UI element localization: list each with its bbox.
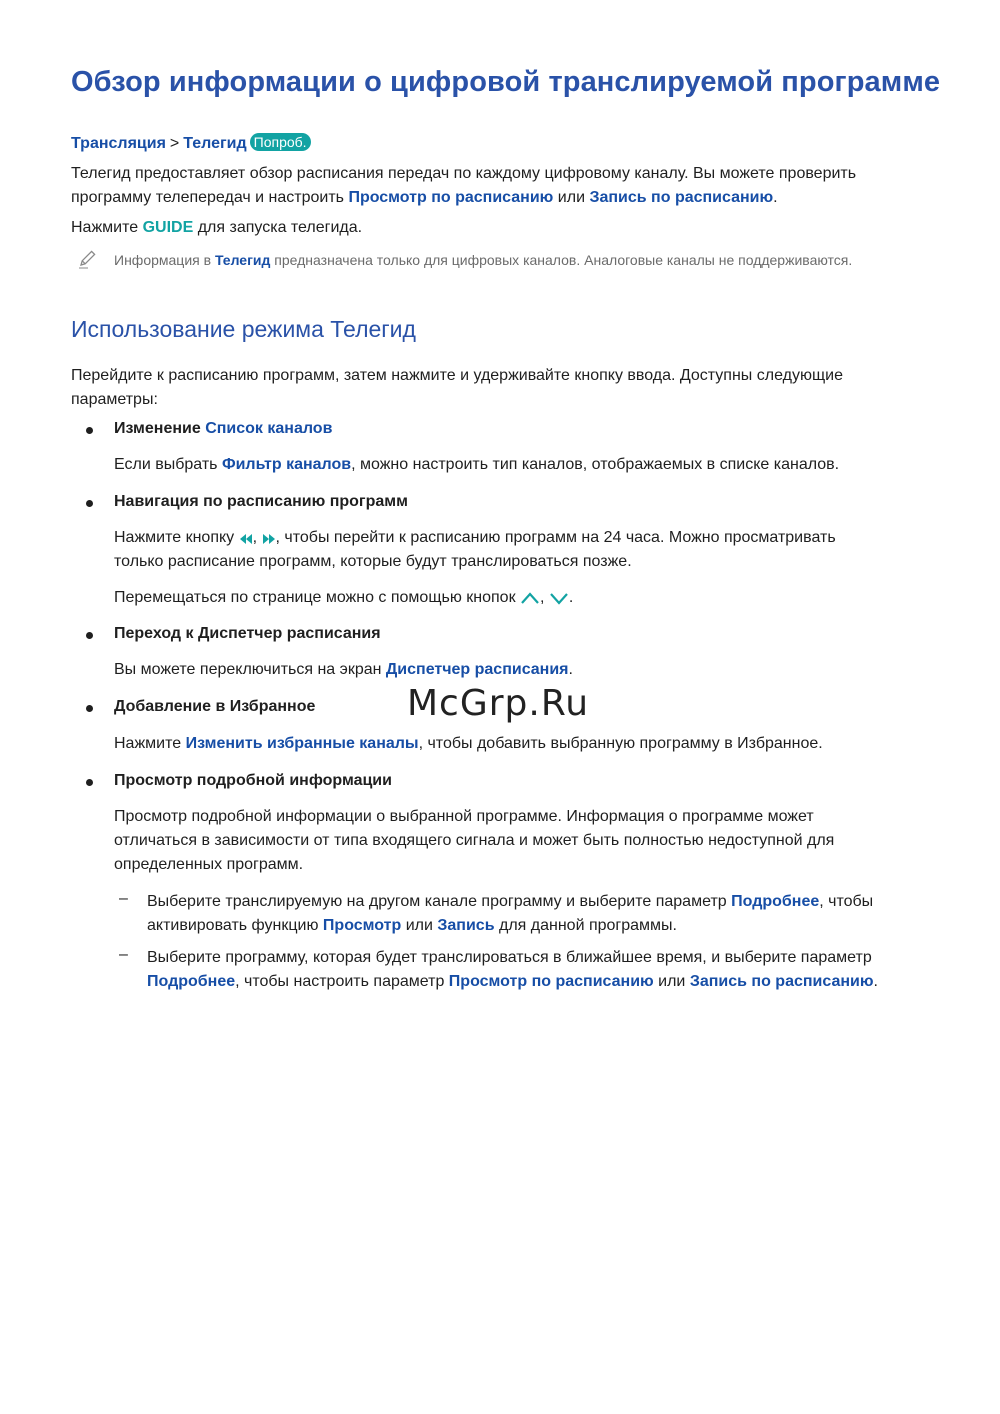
fast-forward-icon: [262, 533, 276, 545]
navigation-text-post: , чтобы перейти к расписанию программ на 24 часа. Можно просматривать: [275, 529, 836, 546]
bullet: [86, 632, 93, 639]
intro-line-2: [71, 186, 951, 210]
rewind-icon: [239, 533, 253, 545]
dash-marker: –: [119, 946, 128, 963]
breadcrumb-item-broadcast[interactable]: Трансляция: [71, 135, 166, 152]
view-link[interactable]: Просмотр: [322, 917, 402, 934]
breadcrumb-item-guide[interactable]: Телегид: [183, 135, 247, 152]
item-favorites-desc: [114, 732, 823, 756]
scheduled-record-link[interactable]: Запись по расписанию: [689, 973, 874, 990]
navigation-comma: ,: [252, 529, 262, 546]
detailed-line-1: Просмотр подробной информации о выбранной программе. Информация о программе может: [114, 808, 814, 825]
navigation-line-1: [114, 526, 954, 550]
scheduled-view-link[interactable]: Просмотр по расписанию: [348, 189, 554, 206]
note-text: [114, 249, 852, 271]
item-schedule-navigation: Навигация по расписанию программ: [114, 493, 408, 510]
subitem-2-line-2: [147, 970, 947, 994]
dash-marker: –: [119, 890, 128, 907]
subitem-1-line2-pre: активировать функцию: [147, 917, 323, 934]
details-link[interactable]: Подробнее: [731, 893, 820, 910]
item-edit-channel-list: [114, 420, 332, 438]
breadcrumb-separator: >: [169, 135, 180, 152]
favorites-text-post: , чтобы добавить выбранную программу в Избранное.: [418, 735, 823, 752]
item-navigation-paging: [114, 586, 573, 610]
pencil-icon: [78, 249, 98, 269]
item-head-text: Изменение: [114, 420, 206, 437]
bullet: [86, 427, 93, 434]
manager-text-end: .: [568, 661, 573, 678]
item-detailed-info: Просмотр подробной информации: [114, 772, 392, 789]
schedule-manager-link[interactable]: Диспетчер расписания: [385, 661, 569, 678]
intro-end: .: [773, 189, 778, 206]
record-link[interactable]: Запись: [437, 917, 495, 934]
page-title: Обзор информации о цифровой транслируемой программе: [71, 66, 941, 98]
guide-key: GUIDE: [142, 219, 194, 236]
details-link[interactable]: Подробнее: [147, 973, 236, 990]
note-post: предназначена только для цифровых каналов. Аналоговые каналы не поддерживаются.: [270, 252, 853, 268]
favorites-text-pre: Нажмите: [114, 735, 186, 752]
chevron-up-icon: [520, 591, 540, 605]
item-desc-pre: Если выбрать: [114, 456, 222, 473]
channel-filter-link[interactable]: Фильтр каналов: [221, 456, 352, 473]
navigation-text-pre: Нажмите кнопку: [114, 529, 239, 546]
bullet: [86, 705, 93, 712]
scheduled-view-link[interactable]: Просмотр по расписанию: [448, 973, 654, 990]
navigation-line-2: только расписание программ, которые будут транслироваться позже.: [114, 553, 632, 570]
manager-text-pre: Вы можете переключиться на экран: [114, 661, 386, 678]
item-edit-desc: [114, 453, 839, 477]
section-title: Использование режима Телегид: [71, 316, 416, 342]
breadcrumb: [71, 133, 311, 153]
subitem-1-pre: Выберите транслируемую на другом канале программу и выберите параметр: [147, 893, 732, 910]
paging-end: .: [568, 589, 574, 606]
guide-paragraph: [71, 216, 362, 240]
scheduled-record-link[interactable]: Запись по расписанию: [589, 189, 774, 206]
chevron-down-icon: [549, 591, 569, 605]
section-intro-line-2: параметры:: [71, 391, 158, 408]
intro-line-1: Телегид предоставляет обзор расписания передач по каждому цифровому каналу. Вы можете проверить: [71, 165, 857, 182]
subitem-upcoming-program: [147, 946, 947, 994]
subitem-2-or: или: [653, 973, 690, 990]
item-desc-post: , можно настроить тип каналов, отображаемых в списке каналов.: [351, 456, 840, 473]
subitem-2-end: .: [873, 973, 878, 990]
try-now-badge[interactable]: Попроб.: [250, 133, 311, 151]
item-schedule-manager: Переход к Диспетчер расписания: [114, 625, 381, 642]
note-pre: Информация в: [114, 252, 215, 268]
watermark: McGrp.Ru: [407, 683, 590, 724]
bullet: [86, 500, 93, 507]
detailed-line-2: отличаться в зависимости от типа входящего сигнала и может быть полностью недоступной для: [114, 832, 835, 849]
intro-text: программу телепередач и настроить: [71, 189, 349, 206]
edit-favorites-link[interactable]: Изменить избранные каналы: [185, 735, 419, 752]
bullet: [86, 779, 93, 786]
detailed-line-3: определенных программ.: [114, 856, 304, 873]
paging-text-pre: Перемещаться по странице можно с помощью кнопок: [114, 589, 521, 606]
channel-list-link[interactable]: Список каналов: [205, 420, 333, 437]
guide-text-pre: Нажмите: [71, 219, 143, 236]
subitem-1-or: или: [401, 917, 438, 934]
item-detailed-desc: [114, 805, 954, 877]
subitem-1-mid: , чтобы: [819, 893, 874, 910]
subitem-other-channel: [147, 890, 947, 938]
subitem-2-line-1: Выберите программу, которая будет транслироваться в ближайшее время, и выберите параметр: [147, 949, 872, 966]
item-navigation-desc: [114, 526, 954, 574]
section-intro: [71, 364, 951, 412]
item-manager-desc: [114, 658, 573, 682]
item-add-favorites: Добавление в Избранное: [114, 698, 316, 715]
intro-or-text: или: [553, 189, 590, 206]
paging-comma: ,: [540, 589, 549, 606]
subitem-2-mid: , чтобы настроить параметр: [235, 973, 449, 990]
subitem-1-line-2: [147, 914, 947, 938]
intro-paragraph: [71, 162, 951, 210]
section-intro-line-1: Перейдите к расписанию программ, затем нажмите и удерживайте кнопку ввода. Доступны следующие: [71, 367, 843, 384]
subitem-1-post: для данной программы.: [494, 917, 677, 934]
subitem-1-line-1: [147, 890, 947, 914]
guide-text-post: для запуска телегида.: [193, 219, 363, 236]
note-guide-link[interactable]: Телегид: [214, 252, 271, 268]
